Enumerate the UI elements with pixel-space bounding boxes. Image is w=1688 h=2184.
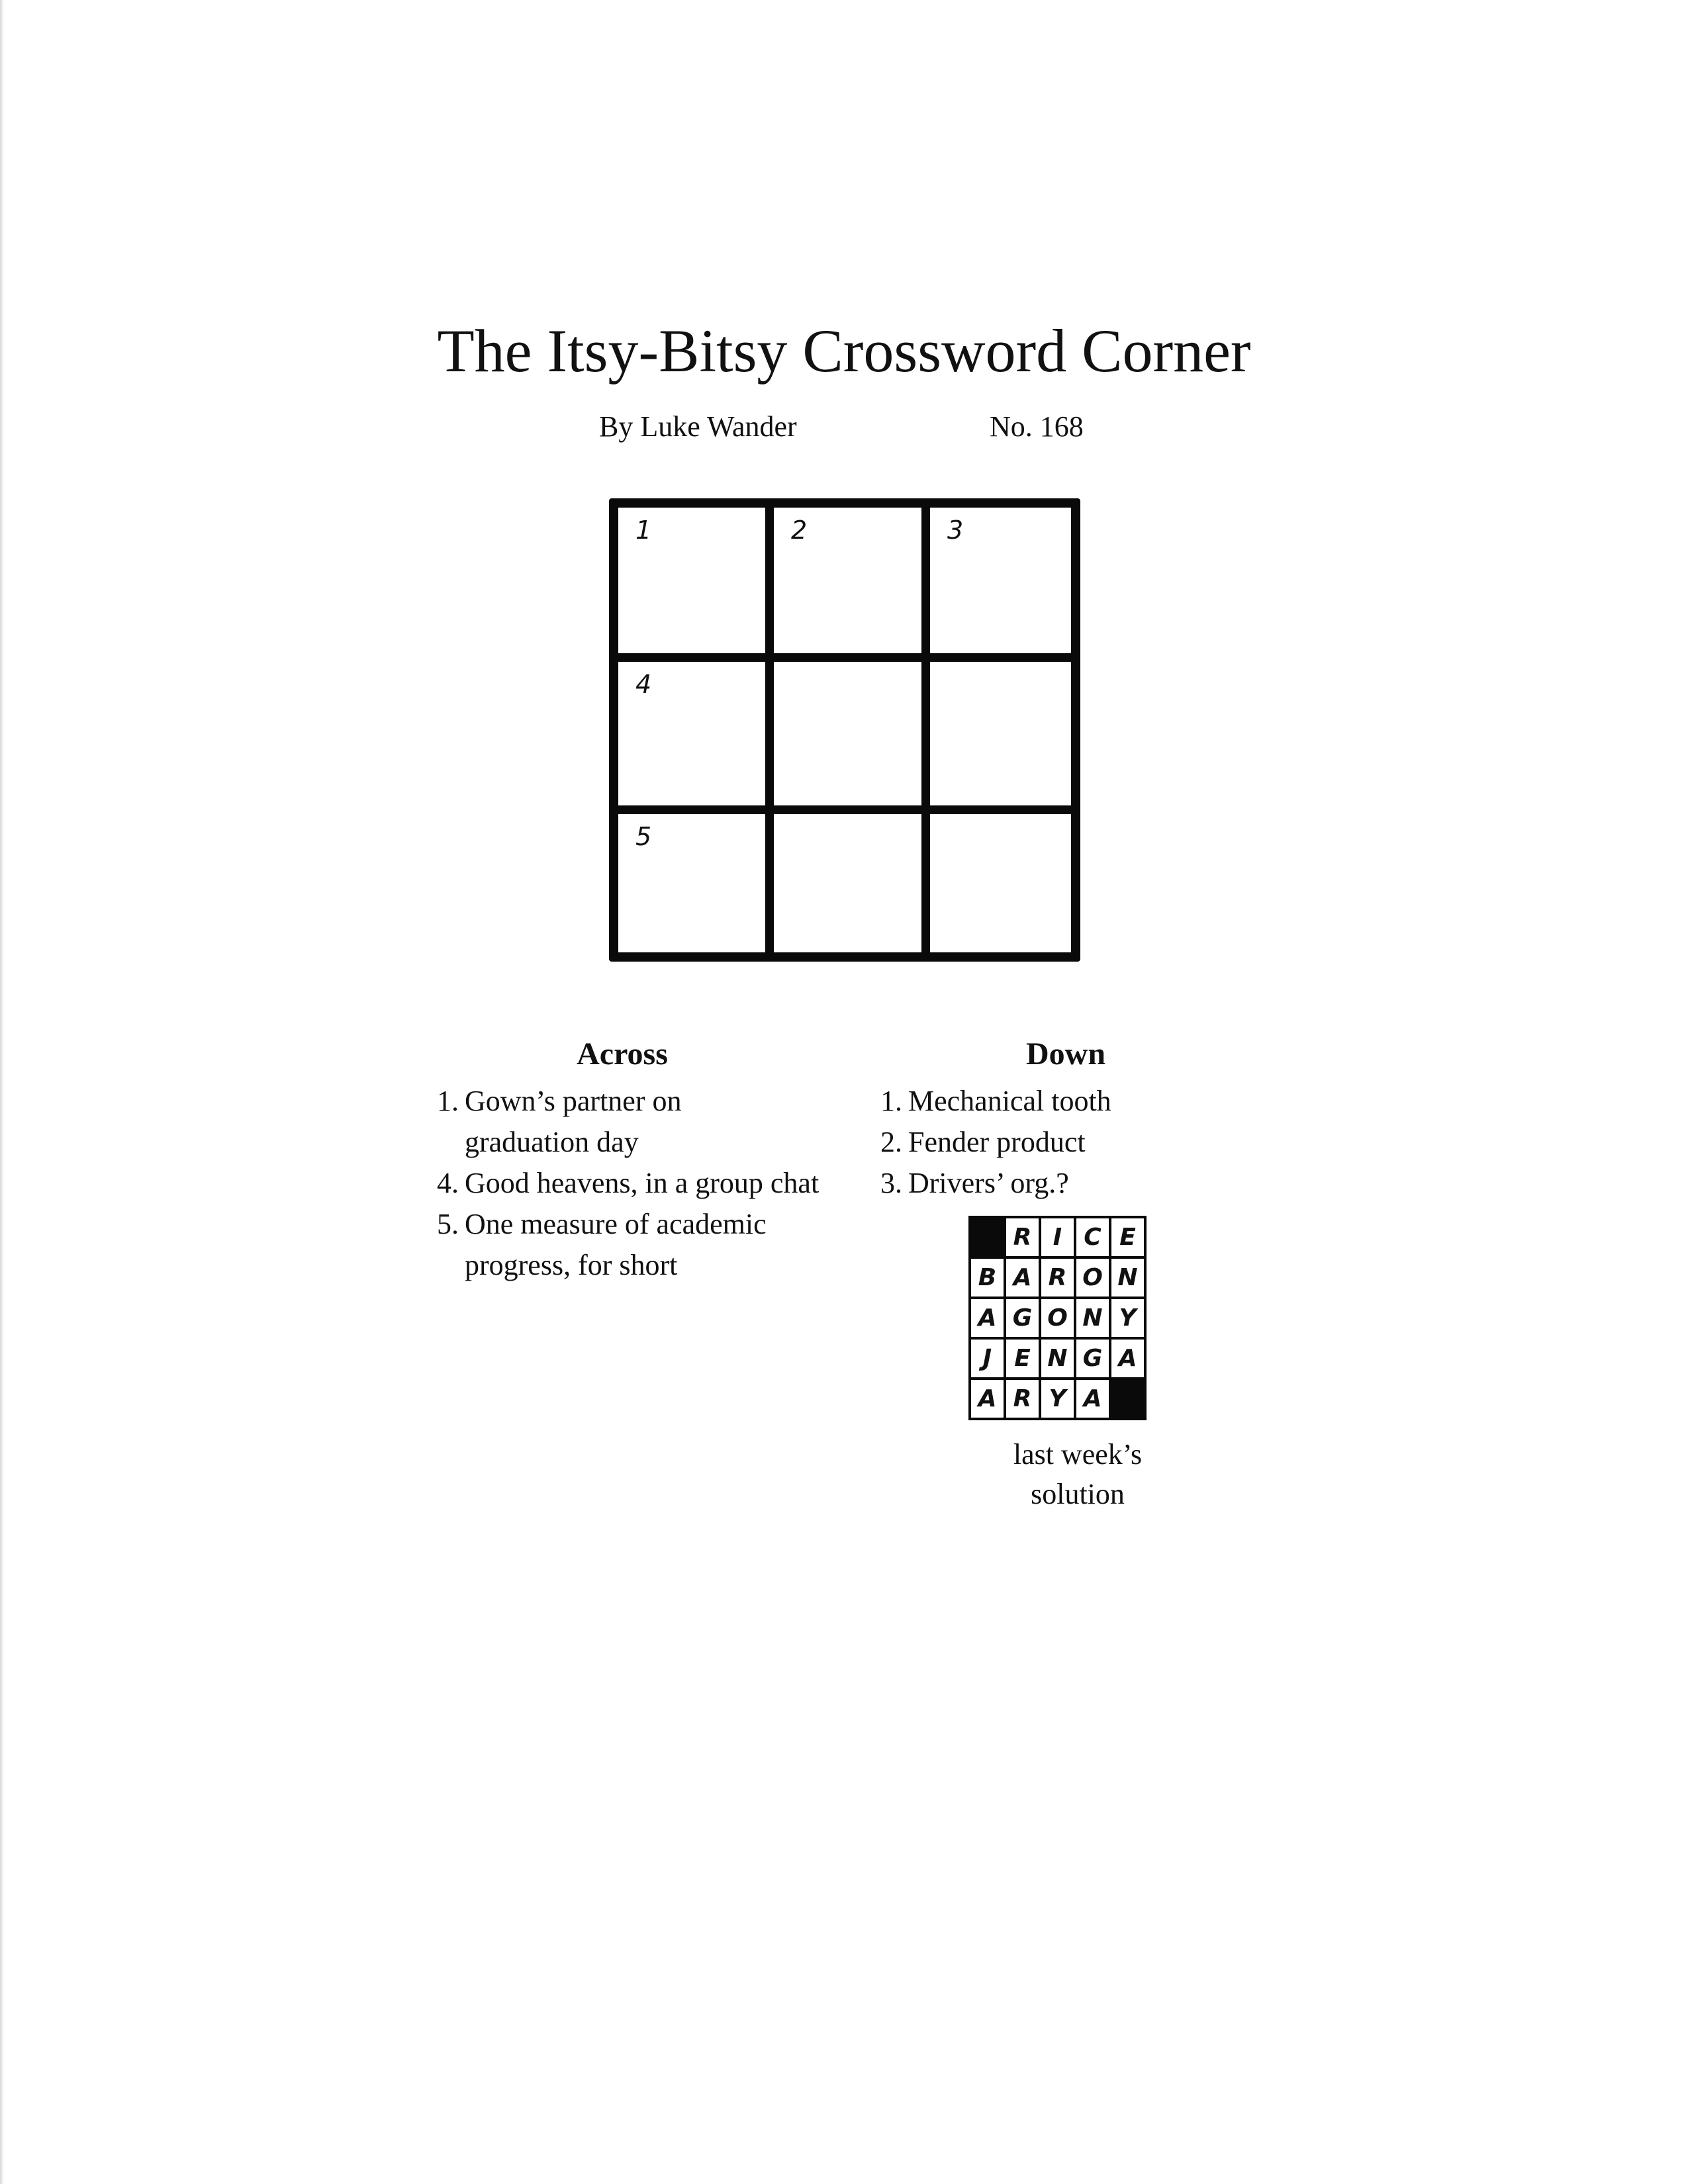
clue-number: 1: [635, 516, 652, 545]
solution-letter-cell: Y: [1110, 1298, 1145, 1338]
across-clue: [437, 1163, 834, 1204]
clue-number: 3: [947, 516, 964, 545]
grid-divider: [765, 508, 774, 952]
crossword-grid: [609, 498, 1080, 962]
clue-number: 2: [791, 516, 808, 545]
solution-letter-cell: O: [1075, 1257, 1110, 1298]
solution-letter-cell: N: [1110, 1257, 1145, 1298]
down-clue: [880, 1163, 1225, 1204]
grid-cell-3-1[interactable]: [618, 814, 765, 952]
solution-letter-cell: N: [1040, 1338, 1075, 1379]
page-title: The Itsy-Bitsy Crossword Corner: [437, 317, 1251, 385]
across-clue: [437, 1081, 834, 1163]
solution-letter-cell: O: [1040, 1298, 1075, 1338]
clue-number: 4.: [437, 1167, 459, 1199]
clue-text: Fender product: [908, 1126, 1086, 1158]
clue-number: 5.: [437, 1208, 459, 1240]
grid-cell-1-2[interactable]: [774, 508, 921, 653]
grid-cell-3-2[interactable]: [774, 814, 921, 952]
clue-text: Drivers’ org.?: [908, 1167, 1069, 1199]
across-clue-list: [437, 1081, 834, 1286]
grid-cell-2-3[interactable]: [930, 662, 1071, 805]
solution-letter-cell: A: [1110, 1338, 1145, 1379]
solution-letter-cell: R: [1040, 1257, 1075, 1298]
grid-cell-2-1[interactable]: [618, 662, 765, 805]
solution-row: [970, 1379, 1145, 1419]
byline: By Luke Wander: [599, 410, 797, 443]
grid-divider: [618, 653, 1071, 662]
solution-letter-cell: A: [970, 1298, 1005, 1338]
clue-number: 3.: [880, 1167, 902, 1199]
across-clue: [437, 1204, 834, 1286]
solution-letter-cell: I: [1040, 1217, 1075, 1257]
clue-text: Gown’s partner on graduation day: [465, 1085, 682, 1158]
clue-number: 1.: [880, 1085, 902, 1117]
clue-text: One measure of academic progress, for short: [465, 1208, 767, 1281]
solution-letter-cell: E: [1005, 1338, 1040, 1379]
clue-text: Good heavens, in a group chat: [465, 1167, 820, 1199]
grid-cell-3-3[interactable]: [930, 814, 1071, 952]
clue-number: 1.: [437, 1085, 459, 1117]
grid-divider: [618, 805, 1071, 814]
solution-letter-cell: G: [1005, 1298, 1040, 1338]
clue-text: Mechanical tooth: [908, 1085, 1111, 1117]
grid-cell-2-2[interactable]: [774, 662, 921, 805]
solution-letter-cell: E: [1110, 1217, 1145, 1257]
down-clue: [880, 1122, 1225, 1163]
grid-cell-1-1[interactable]: [618, 508, 765, 653]
solution-row: [970, 1338, 1145, 1379]
down-clue: [880, 1081, 1225, 1122]
solution-letter-cell: Y: [1040, 1379, 1075, 1419]
solution-letter-cell: C: [1075, 1217, 1110, 1257]
solution-letter-cell: B: [970, 1257, 1005, 1298]
solution-letter-cell: A: [1075, 1379, 1110, 1419]
clue-number: 4: [635, 670, 652, 699]
solution-black-cell: [1110, 1379, 1145, 1419]
solution-caption: last week’s solution: [1013, 1438, 1143, 1510]
solution-letter-cell: N: [1075, 1298, 1110, 1338]
clue-number: 2.: [880, 1126, 902, 1158]
solution-row: [970, 1217, 1145, 1257]
solution-letter-cell: G: [1075, 1338, 1110, 1379]
solution-letter-cell: A: [1005, 1257, 1040, 1298]
solution-row: [970, 1257, 1145, 1298]
grid-divider: [921, 508, 930, 952]
solution-letter-cell: A: [970, 1379, 1005, 1419]
down-clue-list: [880, 1081, 1225, 1204]
issue-number: No. 168: [990, 410, 1084, 443]
clue-number: 5: [635, 822, 652, 851]
solution-letter-cell: R: [1005, 1379, 1040, 1419]
solution-letter-cell: J: [970, 1338, 1005, 1379]
solution-grid: [968, 1216, 1147, 1420]
grid-cell-1-3[interactable]: [930, 508, 1071, 653]
down-heading: Down: [1025, 1036, 1106, 1071]
solution-row: [970, 1298, 1145, 1338]
solution-letter-cell: R: [1005, 1217, 1040, 1257]
across-heading: Across: [577, 1036, 668, 1071]
solution-black-cell: [970, 1217, 1005, 1257]
